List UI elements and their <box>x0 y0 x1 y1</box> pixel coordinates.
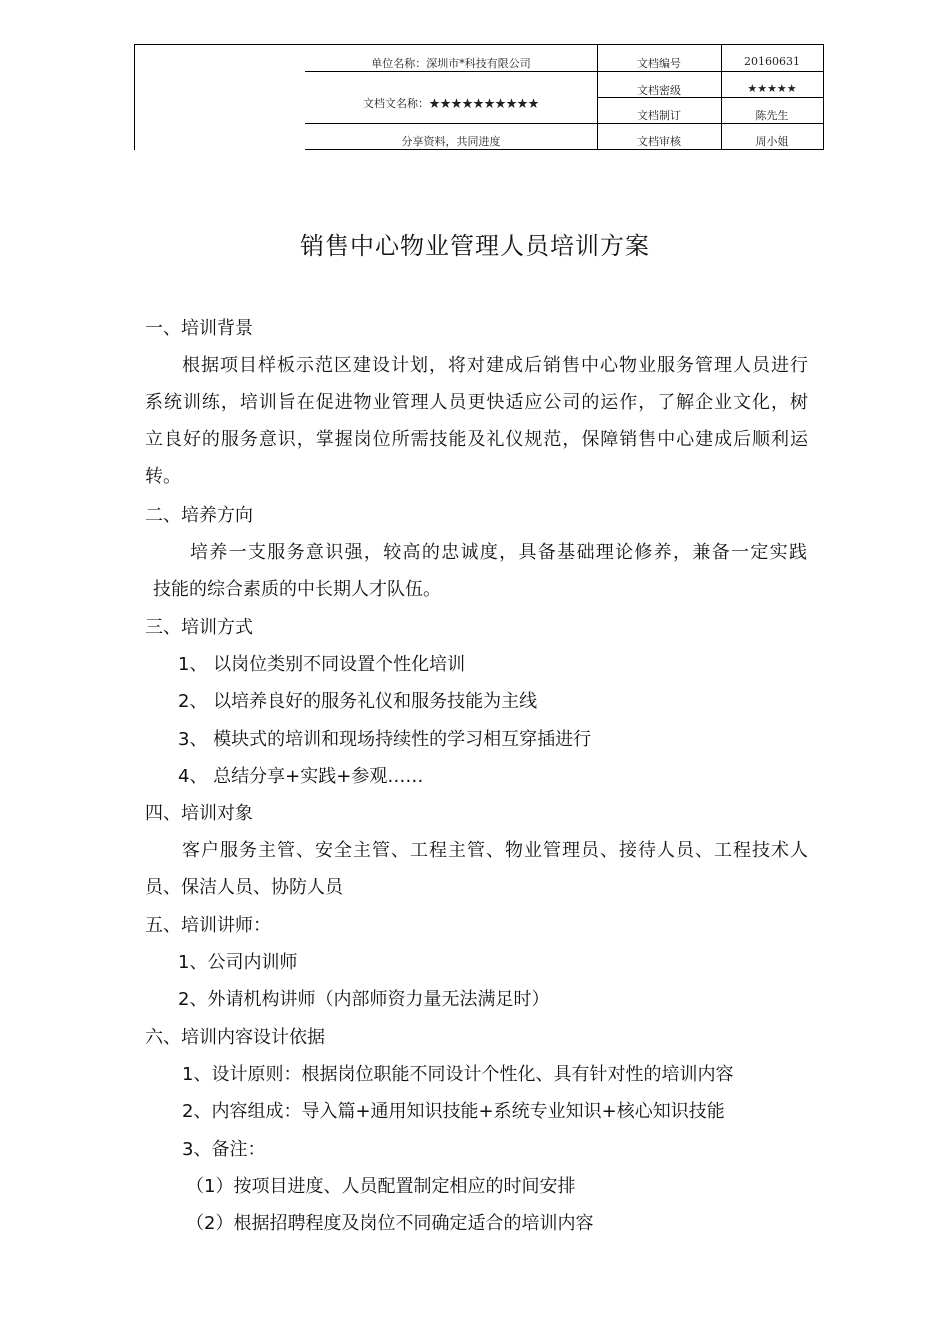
header-bottom-border <box>305 149 824 150</box>
list-item: （2）根据招聘程度及岗位不同确定适合的培训内容 <box>186 1213 594 1234</box>
paragraph-line: 培养一支服务意识强，较高的忠诚度，具备基础理论修养，兼备一定实践 <box>190 542 807 563</box>
header-divider <box>305 123 824 124</box>
document-name: 文档文名称：★★★★★★★★★★ <box>363 97 539 110</box>
list-item: （1）按项目进度、人员配置制定相应的时间安排 <box>186 1176 576 1197</box>
paragraph-line: 员、保洁人员、协防人员 <box>145 877 343 898</box>
paragraph-line: 客户服务主管、安全主管、工程主管、物业管理员、接待人员、工程技术人 <box>182 840 808 861</box>
paragraph-line: 根据项目样板示范区建设计划，将对建成后销售中心物业服务管理人员进行 <box>182 355 808 376</box>
list-item: 2、外请机构讲师（内部师资力量无法满足时） <box>178 989 550 1010</box>
list-item: 1、 以岗位类别不同设置个性化培训 <box>178 654 466 675</box>
doc-reviewer-label: 文档审核 <box>637 135 681 148</box>
section-heading: 二、培养方向 <box>145 505 253 526</box>
list-item: 2、内容组成：导入篇+通用知识技能+系统专业知识+核心知识技能 <box>182 1101 725 1122</box>
company-name: 单位名称：深圳市*科技有限公司 <box>371 57 531 70</box>
section-heading: 四、培训对象 <box>145 803 253 824</box>
section-heading: 五、培训讲师： <box>145 915 271 936</box>
section-heading: 一、培训背景 <box>145 318 253 339</box>
section-heading: 六、培训内容设计依据 <box>145 1027 325 1048</box>
doc-number-label: 文档编号 <box>637 57 681 70</box>
paragraph-line: 系统训练，培训旨在促进物业管理人员更快适应公司的运作，了解企业文化，树 <box>145 392 808 413</box>
page-title: 销售中心物业管理人员培训方案 <box>300 232 650 260</box>
list-item: 3、 模块式的培训和现场持续性的学习相互穿插进行 <box>178 729 592 750</box>
list-item: 3、备注： <box>182 1139 266 1160</box>
list-item: 1、公司内训师 <box>178 952 298 973</box>
header-slogan: 分享资料，共同进度 <box>401 135 501 148</box>
list-item: 4、 总结分享+实践+参观…… <box>178 766 424 787</box>
doc-secret-label: 文档密级 <box>637 84 681 97</box>
doc-secret-value: ★★★★★ <box>747 82 797 95</box>
header-divider <box>305 71 824 72</box>
doc-author-value: 陈先生 <box>755 109 789 122</box>
doc-reviewer-value: 周小姐 <box>755 135 789 148</box>
header-left-border <box>134 44 135 150</box>
paragraph-line: 技能的综合素质的中长期人才队伍。 <box>153 579 441 600</box>
doc-author-label: 文档制订 <box>637 109 681 122</box>
paragraph-line: 立良好的服务意识，掌握岗位所需技能及礼仪规范，保障销售中心建成后顺利运 <box>145 429 808 450</box>
list-item: 2、 以培养良好的服务礼仪和服务技能为主线 <box>178 691 538 712</box>
paragraph-line: 转。 <box>145 466 181 487</box>
doc-number-value: 20160631 <box>744 55 800 68</box>
section-heading: 三、培训方式 <box>145 617 253 638</box>
list-item: 1、设计原则：根据岗位职能不同设计个性化、具有针对性的培训内容 <box>182 1064 734 1085</box>
